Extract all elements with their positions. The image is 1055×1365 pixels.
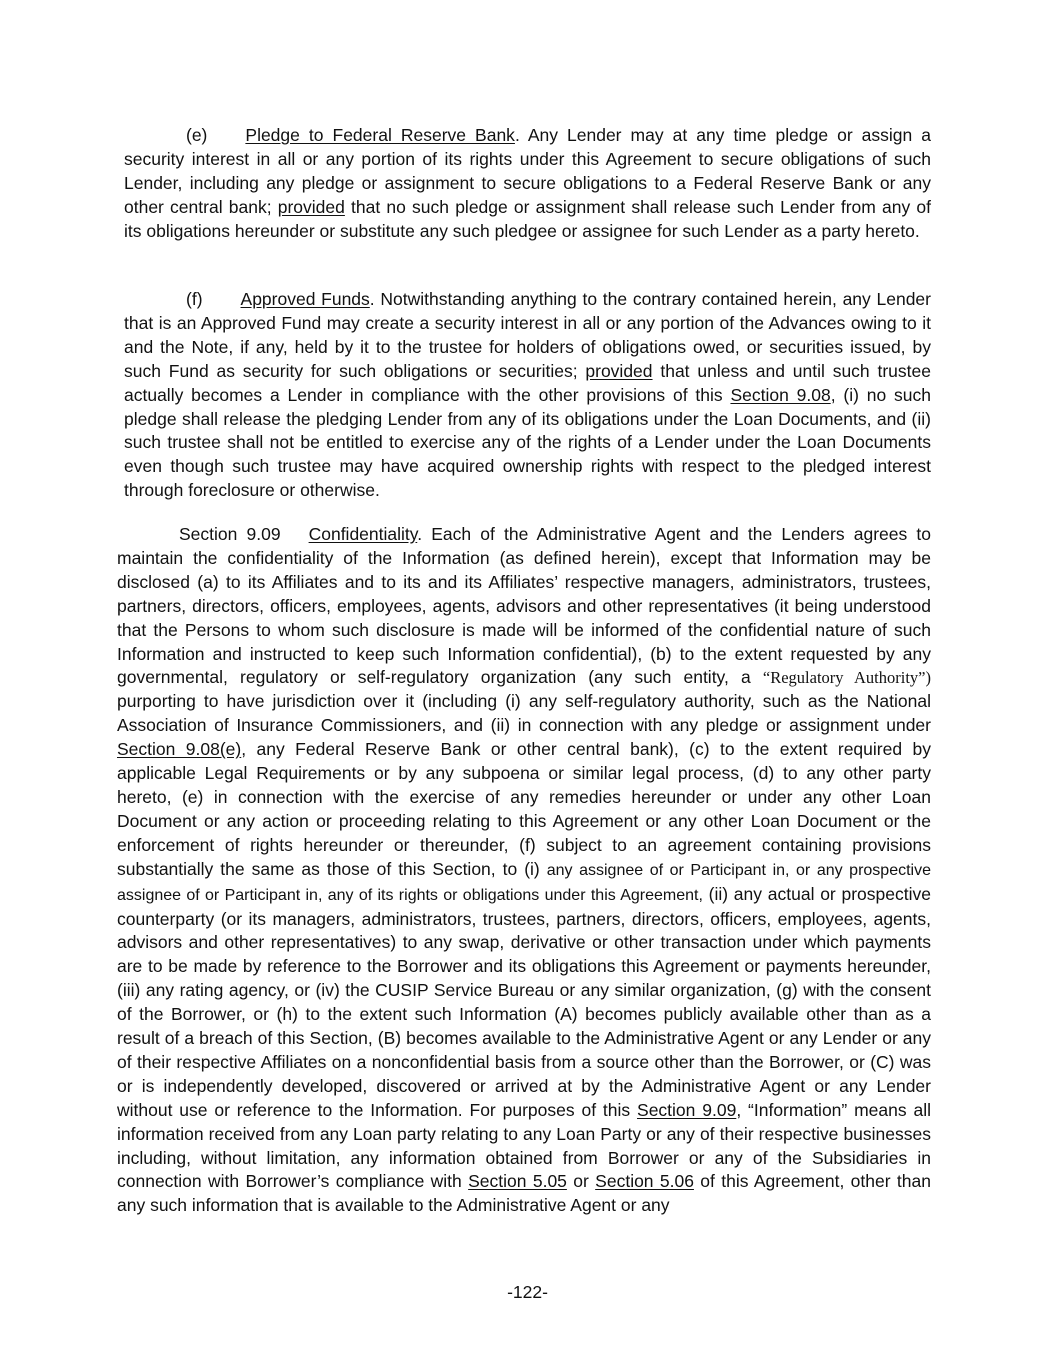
paragraph-f	[124, 288, 931, 503]
section-9-09-text-3: , any Federal Reserve Bank or other central bank), (c) to the extent required by applicable Legal Requirements or by any subpoena or similar legal process, (d) to any other party hereto, (e) in connection with the exercise of any remedies hereunder or under any other Loan Document or any action or proceeding relating to this Agreement or any other Loan Document or the enforcement of rights hereunder or thereunder, (f) subject to an agreement containing provisions substantially the same as those of this Section, to (i)	[117, 739, 931, 879]
paragraph-f-provided: provided	[585, 360, 653, 381]
section-5-06-reference: Section 5.06	[595, 1171, 694, 1192]
section-9-09-number: Section 9.09	[179, 524, 281, 544]
section-9-09-paragraph	[117, 523, 931, 1218]
section-9-09-small-text: any assignee of or Participant in, or any prospective assignee of or Participant in, any of its rights or obligations under this Agreement,	[117, 861, 931, 904]
section-9-08-reference: Section 9.08	[730, 384, 831, 405]
section-9-09-reference: Section 9.09	[637, 1099, 737, 1120]
paragraph-f-text-3: , (i) no such pledge shall release the pledging Lender from any of its obligations under the Loan Documents, and (ii) such trustee shall not be entitled to exercise any of the rights of a Lender under the Loan Documents even though such trustee may have acquired ownership rights with respect to the pledged interest through foreclosure or otherwise.	[124, 384, 931, 501]
paragraph-e-heading: Pledge to Federal Reserve Bank	[245, 125, 515, 145]
paragraph-f-heading: Approved Funds	[240, 289, 370, 309]
paragraph-f-text-1: . Notwithstanding anything to the contrary contained herein, any Lender that is an Approved Fund may create a security interest in all or any portion of the Advances owing to it and the Note, if any, held by it to the trustee for holders of obligations owed, or securities issued, by such Fund as security for such obligations or securities;	[124, 289, 931, 381]
section-9-09-text-2: purporting to have jurisdiction over it (including (i) any self-regulatory authority, such as the National Association of Insurance Commissioners, and (ii) in connection with any pledge or assignment under	[117, 691, 931, 736]
section-5-05-reference: Section 5.05	[468, 1171, 567, 1192]
section-9-09-heading: Confidentiality	[308, 524, 418, 544]
section-9-09-text-4: (ii) any actual or prospective counterparty (or its managers, administrators, trustees, partners, directors, officers, employees, agents, advisors and other representatives) to any swap, derivative or other transaction under which payments are to be made by reference to the Borrower and its obligations this Agreement or payments hereunder, (iii) any rating agency, or (iv) the CUSIP Service Bureau or any similar organization, (g) with the consent of the Borrower, or (h) to the extent such Information (A) becomes publicly available other than as a result of a breach of this Section, (B) becomes available to the Administrative Agent or any Lender or any of their respective Affiliates on a nonconfidential basis from a source other than the Borrower, or (C) was or is independently developed, discovered or arrived at by the Administrative Agent or any Lender without use or reference to the Information. For purposes of this	[117, 883, 931, 1120]
section-9-09-text-5: , “Information” means all information received from any Loan party relating to any Loan Party or any of their respective businesses including, without limitation, any information obtained from Borrower or any of the Subsidiaries in connection with Borrower’s compliance with	[117, 1099, 931, 1192]
page-number: -122-	[507, 1282, 548, 1302]
regulatory-authority-term: “Regulatory Authority”)	[762, 668, 932, 688]
paragraph-e-label: (e)	[186, 125, 208, 145]
paragraph-f-text-2: that unless and until such trustee actually becomes a Lender in compliance with the other provisions of this	[124, 360, 931, 405]
paragraph-e-text-2: that no such pledge or assignment shall release such Lender from any of its obligations hereunder or substitute any such pledgee or assignee for such Lender as a party hereto.	[124, 196, 931, 241]
paragraph-e-text-1: . Any Lender may at any time pledge or assign a security interest in all or any portion of its rights under this Agreement to secure obligations of such Lender, including any pledge or assignment to secure obligations to a Federal Reserve Bank or any other central bank;	[124, 125, 932, 217]
paragraph-e	[124, 124, 931, 244]
section-9-09-text-7: of this Agreement, other than any such information that is available to the Administrative Agent or any	[117, 1171, 931, 1216]
paragraph-f-label: (f)	[186, 289, 203, 309]
section-9-09-text-1: . Each of the Administrative Agent and the Lenders agrees to maintain the confidentiality of the Information (as defined herein), except that Information may be disclosed (a) to its Affiliates and to its and its Affiliates’ respective managers, administrators, trustees, partners, directors, officers, employees, agents, advisors and other representatives (it being understood that the Persons to whom such disclosure is made will be informed of the confidential nature of such Information and instructed to keep such Information confidential), (b) to the extent requested by any governmental, regulatory or self-regulatory organization (any such entity, a	[117, 524, 932, 688]
section-9-08e-reference: Section 9.08(e)	[117, 739, 242, 760]
paragraph-e-provided: provided	[277, 196, 345, 217]
section-9-09-text-6: or	[566, 1171, 596, 1192]
